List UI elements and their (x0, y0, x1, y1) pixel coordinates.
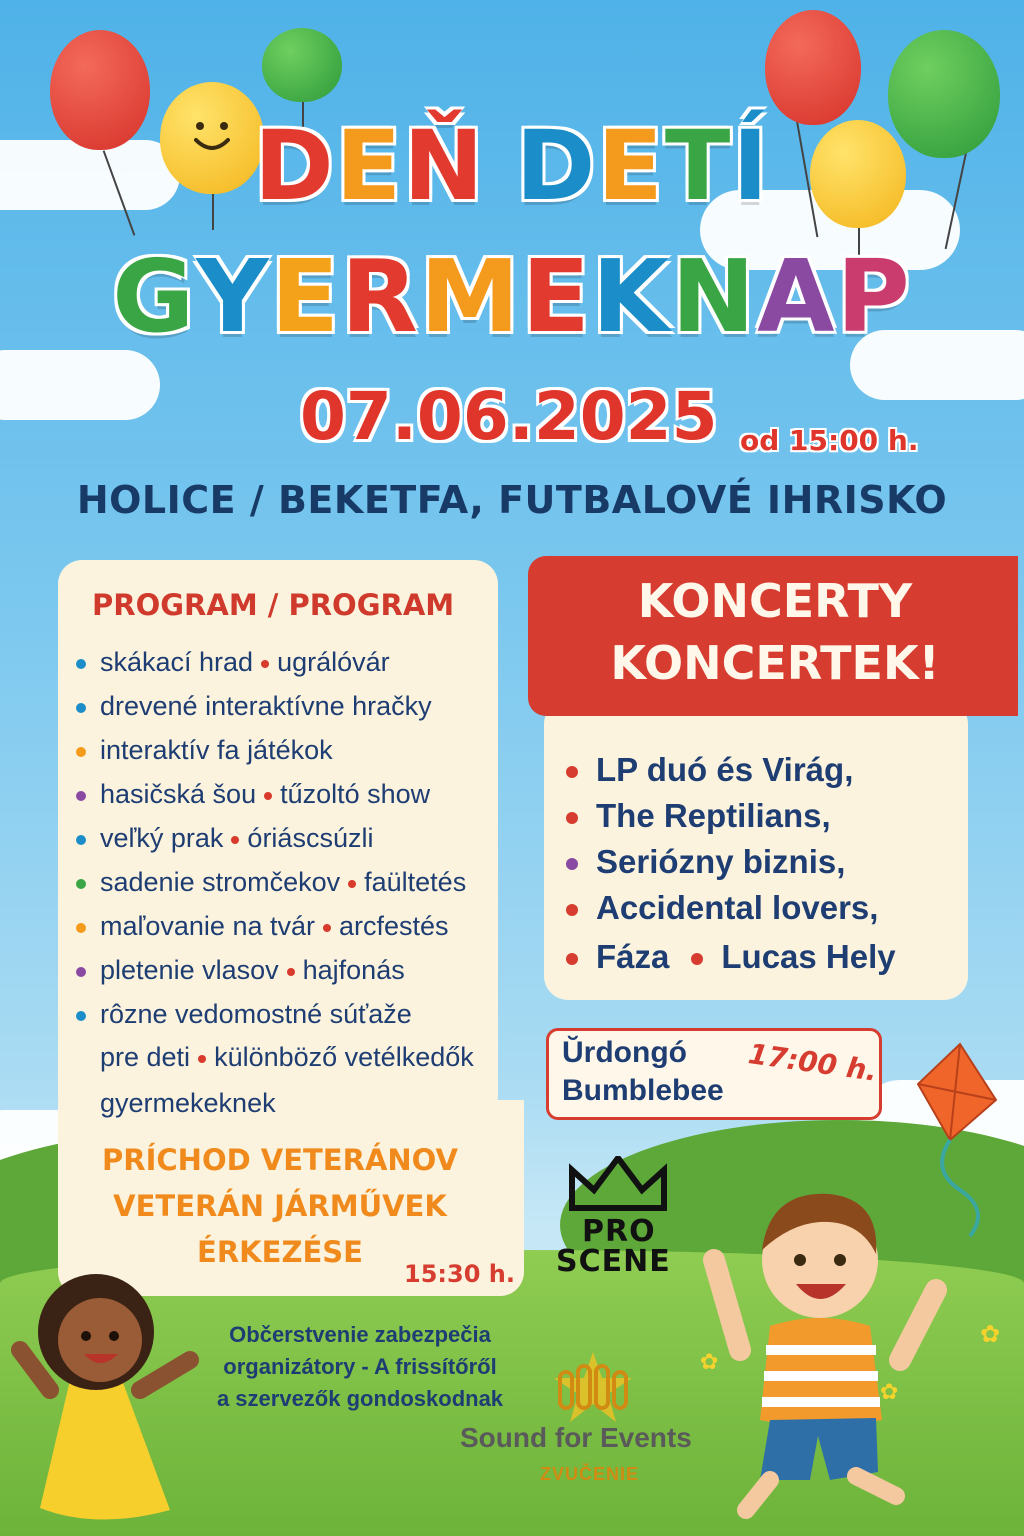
sound-logo-icon (548, 1352, 638, 1422)
bullet-dot (566, 904, 578, 916)
program-item-text: pre deti (100, 1042, 191, 1072)
green-balloon-icon (262, 28, 342, 102)
program-item-text: interaktív fa játékok (100, 735, 333, 765)
veterans-line-3: ÉRKEZÉSE (197, 1235, 363, 1269)
band-list (566, 748, 878, 932)
line1-letter: E (335, 110, 404, 222)
band-item (566, 748, 878, 794)
bullet-dot (76, 923, 86, 933)
program-item (76, 818, 466, 862)
line2-letter: K (591, 238, 672, 355)
bullet-dot (76, 835, 86, 845)
bullet-dot (76, 967, 86, 977)
program-item-text: rôzne vedomostné súťaže (100, 999, 412, 1029)
separator-dot (287, 968, 295, 976)
veterans-time: 15:30 h. (404, 1260, 515, 1288)
concerts-heading-2: KONCERTEK! (610, 636, 940, 690)
line1-letter: D (515, 110, 598, 222)
program-item-text: drevené interaktívne hračky (100, 691, 432, 721)
program-item (76, 906, 466, 950)
red-balloon-icon (765, 10, 861, 125)
program-item-text: sadenie stromčekov (100, 867, 341, 897)
program-item-text: hajfonás (302, 955, 405, 985)
refreshment-line-3: a szervezők gondoskodnak (216, 1386, 504, 1411)
program-item-text: veľký prak (100, 823, 224, 853)
title-line-1 (0, 110, 1024, 222)
separator-dot (261, 660, 269, 668)
refreshment-line-2: organizátory - A frissítőről (223, 1354, 497, 1379)
bullet-dot (76, 879, 86, 889)
proscene-logo-line-1: PRO (582, 1214, 656, 1249)
program-item-continuation (100, 1042, 474, 1073)
program-item (76, 862, 466, 906)
bullet-dot (76, 1011, 86, 1021)
separator-dot (231, 836, 239, 844)
program-item-continuation: gyermekeknek (100, 1088, 276, 1118)
program-item-text: különböző vetélkedők (214, 1042, 474, 1072)
line2-letter: P (836, 238, 912, 355)
line1-letter: E (597, 110, 665, 222)
flower-icon: ✿ (980, 1320, 1001, 1348)
separator-dot (198, 1055, 206, 1063)
headliner-time: 17:00 h. (746, 1037, 880, 1088)
band-last-line (566, 938, 896, 976)
line1-letter: Í (732, 110, 771, 222)
event-venue: HOLICE / BEKETFA, FUTBALOVÉ IHRISKO (76, 478, 948, 522)
band-item (566, 886, 878, 932)
program-item (76, 686, 466, 730)
bullet-dot (566, 766, 578, 778)
line2-letter: G (112, 238, 197, 355)
line2-letter: R (341, 238, 421, 355)
bullet-dot (76, 747, 86, 757)
boy-illustration (700, 1150, 960, 1530)
event-date: 07.06.2025 (300, 378, 718, 455)
program-item-text: ugrálóvár (277, 647, 390, 677)
program-item-text: pletenie vlasov (100, 955, 279, 985)
headliner-name-2: Bumblebee (562, 1074, 724, 1107)
bullet-dot (566, 812, 578, 824)
bullet-dot (566, 953, 578, 965)
separator-dot (264, 792, 272, 800)
flower-icon: ✿ (880, 1380, 899, 1405)
event-start-time: od 15:00 h. (740, 424, 919, 457)
bullet-dot (76, 703, 86, 713)
bullet-dot (566, 858, 578, 870)
program-item-text: faültetés (364, 867, 467, 897)
band-name: LP duó és Virág, (596, 751, 854, 788)
separator-dot (323, 924, 331, 932)
concerts-heading-1: KONCERTY (637, 574, 913, 628)
line2-letter: E (270, 238, 342, 355)
program-item (76, 950, 466, 994)
cloud (0, 350, 160, 420)
flower-icon: ✿ (700, 1350, 719, 1375)
program-item-text: tűzoltó show (280, 779, 431, 809)
separator-dot (348, 880, 356, 888)
program-item-text: hasičská šou (100, 779, 257, 809)
program-item (76, 774, 466, 818)
band-name: Seriózny biznis, (596, 843, 846, 880)
title-line-2 (0, 238, 1024, 355)
program-item-text: arcfestés (339, 911, 449, 941)
line1-letter: Ň (403, 110, 486, 222)
sound-logo-name: Sound for Events (460, 1422, 692, 1453)
band-name: The Reptilians, (596, 797, 831, 834)
proscene-logo-line-2: SCENE (556, 1244, 671, 1279)
sound-logo-subtitle: ZVUČENIE (540, 1464, 640, 1484)
veterans-line-2: VETERÁN JÁRMŰVEK (113, 1189, 447, 1223)
bullet-dot (691, 953, 703, 965)
program-item-text: maľovanie na tvár (100, 911, 315, 941)
bullet-dot (76, 791, 86, 801)
line1-letter: T (664, 110, 733, 222)
program-item-text: óriáscsúzli (247, 823, 374, 853)
bullet-dot (76, 659, 86, 669)
line2-letter: E (521, 238, 592, 355)
line2-letter: N (671, 238, 758, 355)
program-heading: PROGRAM / PROGRAM (92, 588, 455, 622)
band-name: Lucas Hely (721, 938, 896, 975)
line1-letter: D (253, 110, 336, 222)
band-item (566, 794, 878, 840)
program-item (76, 730, 466, 774)
refreshment-line-1: Občerstvenie zabezpečia (229, 1322, 491, 1347)
crown-icon (568, 1156, 668, 1212)
line2-letter: Y (196, 238, 271, 355)
program-item (76, 994, 466, 1038)
program-list (76, 642, 466, 1038)
band-item (566, 840, 878, 886)
band-name: Fáza (596, 938, 670, 975)
program-item (76, 642, 466, 686)
line2-letter: A (757, 238, 837, 355)
band-name: Accidental lovers, (596, 889, 879, 926)
line2-letter: M (420, 238, 522, 355)
veterans-line-1: PRÍCHOD VETERÁNOV (102, 1143, 458, 1177)
headliner-name-1: Ŭrdongó (562, 1036, 687, 1069)
program-item-text: skákací hrad (100, 647, 254, 677)
